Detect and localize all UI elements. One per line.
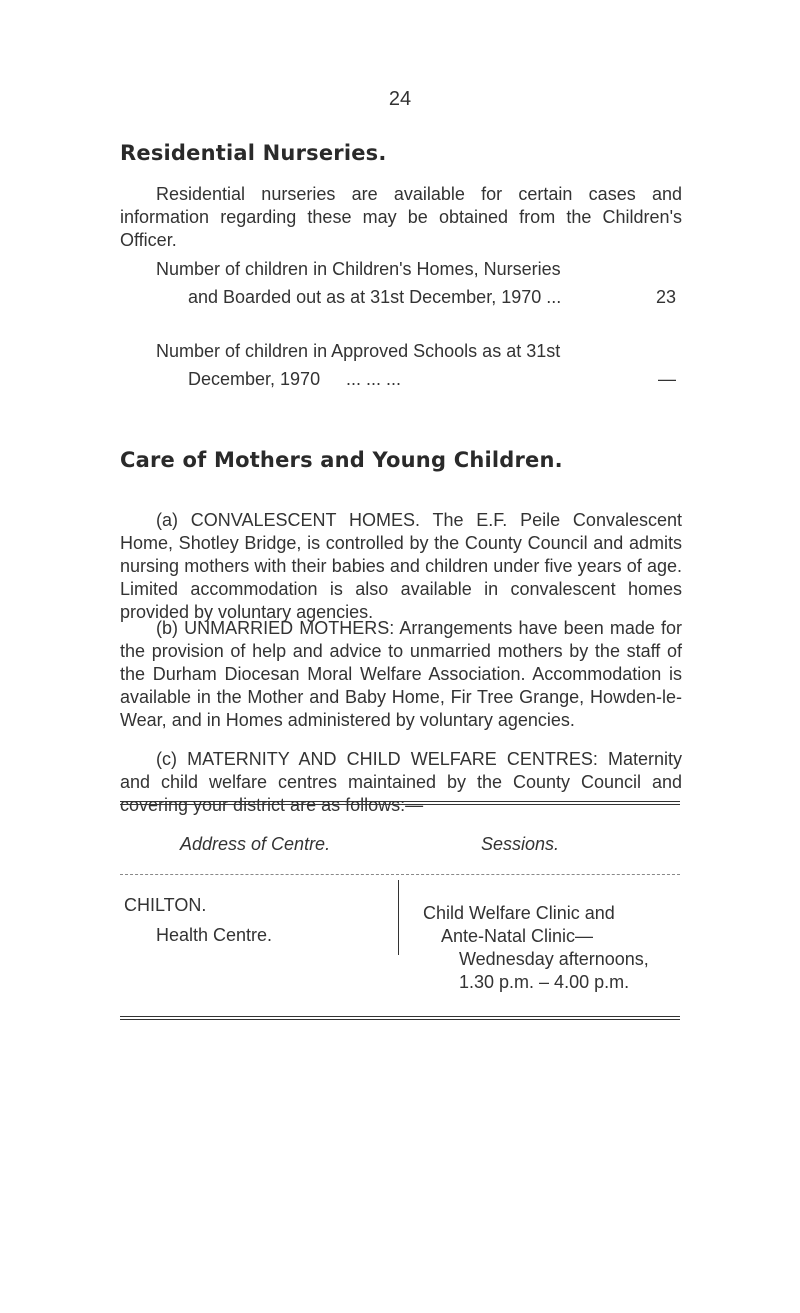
cell-address-name: CHILTON. <box>124 895 207 915</box>
cell-session-line3: Wednesday afternoons, <box>459 949 649 969</box>
stat-children-homes-line2: and Boarded out as at 31st December, 1970 ... <box>188 287 562 307</box>
paragraph-welfare-centres: (c) MATERNITY AND CHILD WELFARE CENTRES: Maternity and child welfare centres maintained by the County Council and covering your district are as follows:— <box>120 749 682 815</box>
stat-children-homes-value: 23 <box>655 287 676 307</box>
table-top-rule-2 <box>120 804 680 805</box>
column-header-sessions: Sessions. <box>481 834 560 854</box>
table-column-divider <box>398 880 399 955</box>
stat-approved-schools-dots: ... ... ... <box>346 369 402 389</box>
stat-approved-schools <box>156 337 676 393</box>
paragraph-convalescent-homes: (a) CONVALESCENT HOMES. The E.F. Peile Convalescent Home, Shotley Bridge, is controlled by the County Council and admits nursing mothers with their babies and children under five years of age. Limited accommodation is also available in convalescent homes provided by voluntary agencies. <box>120 510 682 622</box>
table-header-rule <box>120 874 680 875</box>
stat-children-homes-line1: Number of children in Children's Homes, Nurseries <box>156 259 561 279</box>
paragraph-unmarried-mothers: (b) UNMARRIED MOTHERS: Arrangements have been made for the provision of help and advice to unmarried mothers by the staff of the Durham Diocesan Moral Welfare Association. Accommodation is available in the Mother and Baby Home, Fir Tree Grange, Howden-le-Wear, and in Homes administered by voluntary agencies. <box>120 618 682 730</box>
paragraph-residential: Residential nurseries are available for certain cases and information regarding these may be obtained from the Children's Officer. <box>120 184 682 250</box>
stat-approved-schools-line1: Number of children in Approved Schools as at 31st <box>156 341 561 361</box>
stat-children-homes <box>156 255 676 311</box>
cell-session-line2: Ante-Natal Clinic— <box>441 926 594 946</box>
column-header-address: Address of Centre. <box>180 834 331 854</box>
table-top-rule <box>120 801 680 802</box>
cell-session-line4: 1.30 p.m. – 4.00 p.m. <box>459 972 630 992</box>
page-number: 24 <box>388 88 412 110</box>
heading-care-mothers: Care of Mothers and Young Children. <box>120 448 563 472</box>
stat-approved-schools-line2: December, 1970 <box>188 369 321 389</box>
heading-residential-nurseries: Residential Nurseries. <box>120 141 387 165</box>
table-bottom-rule-2 <box>120 1019 680 1020</box>
cell-session-line1: Child Welfare Clinic and <box>423 903 615 923</box>
table-bottom-rule <box>120 1016 680 1017</box>
stat-approved-schools-value: — <box>658 369 676 389</box>
cell-address-place: Health Centre. <box>156 925 273 945</box>
